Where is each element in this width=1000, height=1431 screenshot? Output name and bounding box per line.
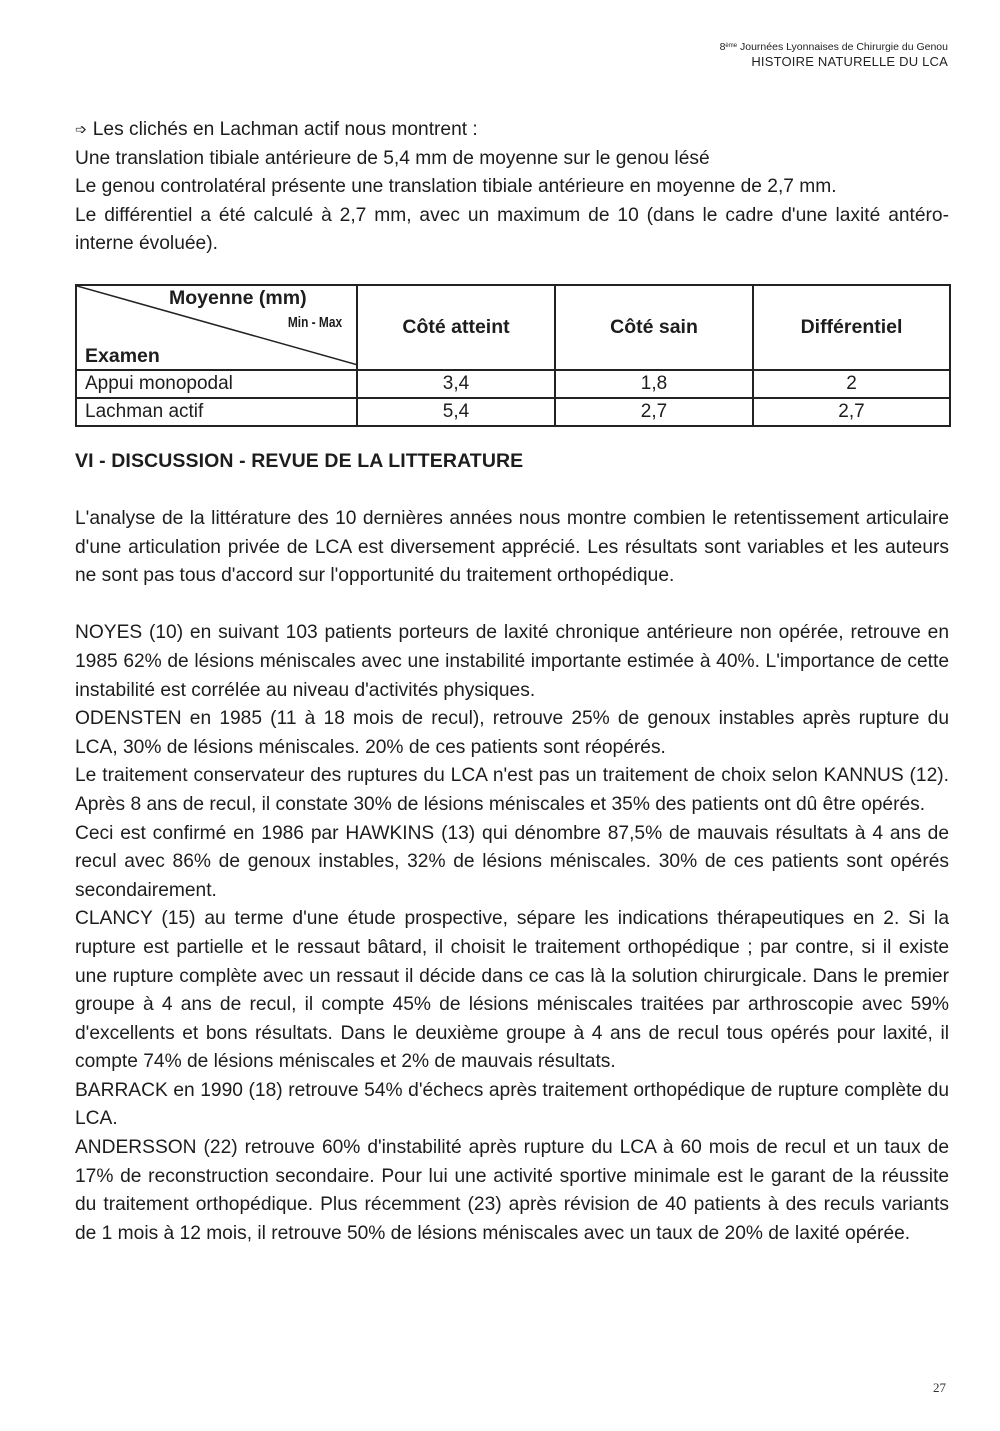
corner-bottom-label: Examen (85, 345, 160, 367)
row-value-diff: 2 (753, 370, 950, 398)
conference-name-text: Journées Lyonnaises de Chirurgie du Genou (737, 41, 948, 53)
row-value-diff: 2,7 (753, 398, 950, 426)
intro-line-3: Le différentiel a été calculé à 2,7 mm, avec un maximum de 10 (dans le cadre d'une laxité antéro-interne évoluée). (75, 204, 949, 255)
column-header-differentiel: Différentiel (753, 285, 950, 370)
paragraph-hawkins: Ceci est confirmé en 1986 par HAWKINS (13) qui dénombre 87,5% de mauvais résultats à 4 ans de recul avec 86% de genoux instables, 32% de lésions méniscales. 30% de ces patients sont opérés secondairement. (75, 822, 949, 901)
corner-top-label: Moyenne (mm) (169, 287, 307, 309)
table-row (76, 398, 950, 426)
intro-line-1: Une translation tibiale antérieure de 5,4 mm de moyenne sur le genou lésé (75, 147, 710, 169)
paragraph-odensten: ODENSTEN en 1985 (11 à 18 mois de recul), retrouve 25% de genoux instables après rupture du LCA, 30% de lésions méniscales. 20% de ces patients sont réopérés. (75, 708, 949, 758)
discussion-block (75, 505, 949, 1248)
table-header-row (76, 285, 950, 370)
paragraph-barrack: BARRACK en 1990 (18) retrouve 54% d'échecs après traitement orthopédique de rupture complète du LCA. (75, 1079, 949, 1130)
intro-lead-text: Les clichés en Lachman actif nous montrent : (92, 119, 478, 140)
page-number: 27 (933, 1380, 946, 1395)
column-header-sain: Côté sain (555, 285, 753, 370)
row-exam-label: Lachman actif (76, 398, 357, 426)
column-header-atteint: Côté atteint (357, 285, 555, 370)
conference-ordinal: 8 (719, 41, 726, 53)
row-value-sain: 2,7 (555, 398, 753, 426)
intro-line-2: Le genou controlatéral présente une translation tibiale antérieure en moyenne de 2,7 mm. (75, 176, 837, 198)
paragraph-intro: L'analyse de la littérature des 10 dernières années nous montre combien le retentissement articulaire d'une articulation privée de LCA est diversement apprécié. Les résultats sont variables et les auteurs ne sont pas tous d'accord sur l'opportunité du traitement orthopédique. (75, 508, 949, 587)
intro-lead (75, 116, 949, 145)
section-heading: VI - DISCUSSION - REVUE DE LA LITTERATURE (75, 450, 524, 472)
right-arrow-icon: ➩ (75, 121, 87, 137)
conference-ordinal-suffix: ème (725, 43, 738, 49)
running-header (720, 40, 948, 70)
paragraph-clancy: CLANCY (15) au terme d'une étude prospective, sépare les indications thérapeutiques en 2. Si la rupture est partielle et le ressaut bâtard, il choisit le traitement orthopédique ; par contre, si il existe une rupture complète avec un ressaut il décide dans ce cas là la solution chirurgicale. Dans le premier groupe à 4 ans de recul, il compte 45% de lésions méniscales traitées par arthroscopie avec 59% d'excellents et bons résultats. Dans le deuxième groupe à 4 ans de recul tous opérés pour laxité, il compte 74% de lésions méniscales et 2% de mauvais résultats. (75, 908, 949, 1073)
paragraph-kannus: Le traitement conservateur des ruptures du LCA n'est pas un traitement de choix selon KANNUS (12). Après 8 ans de recul, il constate 30% de lésions méniscales et 35% des patients ont dû être opérés. (75, 765, 949, 815)
paragraph-andersson: ANDERSSON (22) retrouve 60% d'instabilité après rupture du LCA à 60 mois de recul et un taux de 17% de reconstruction secondaire. Pour lui une activité sportive minimale est le garant de la réussite du traitement orthopédique. Plus récemment (23) après révision de 40 patients à des reculs variants de 1 mois à 12 mois, il retrouve 50% de lésions méniscales avec un taux de 20% de laxité opérée. (75, 1137, 949, 1244)
row-exam-label: Appui monopodal (76, 370, 357, 398)
corner-mid-label: Min - Max (287, 315, 342, 331)
table-corner-cell (76, 285, 357, 370)
row-value-sain: 1,8 (555, 370, 753, 398)
table-row (76, 370, 950, 398)
paragraph-noyes: NOYES (10) en suivant 103 patients porteurs de laxité chronique antérieure non opérée, retrouve en 1985 62% de lésions méniscales avec une instabilité importante estimée à 40%. L'importance de cette instabilité est corrélée au niveau d'activités physiques. (75, 622, 949, 701)
results-table (75, 284, 951, 427)
row-value-atteint: 5,4 (357, 398, 555, 426)
row-value-atteint: 3,4 (357, 370, 555, 398)
intro-block (75, 116, 949, 259)
header-title: HISTOIRE NATURELLE DU LCA (751, 54, 948, 69)
conference-name (720, 40, 948, 54)
